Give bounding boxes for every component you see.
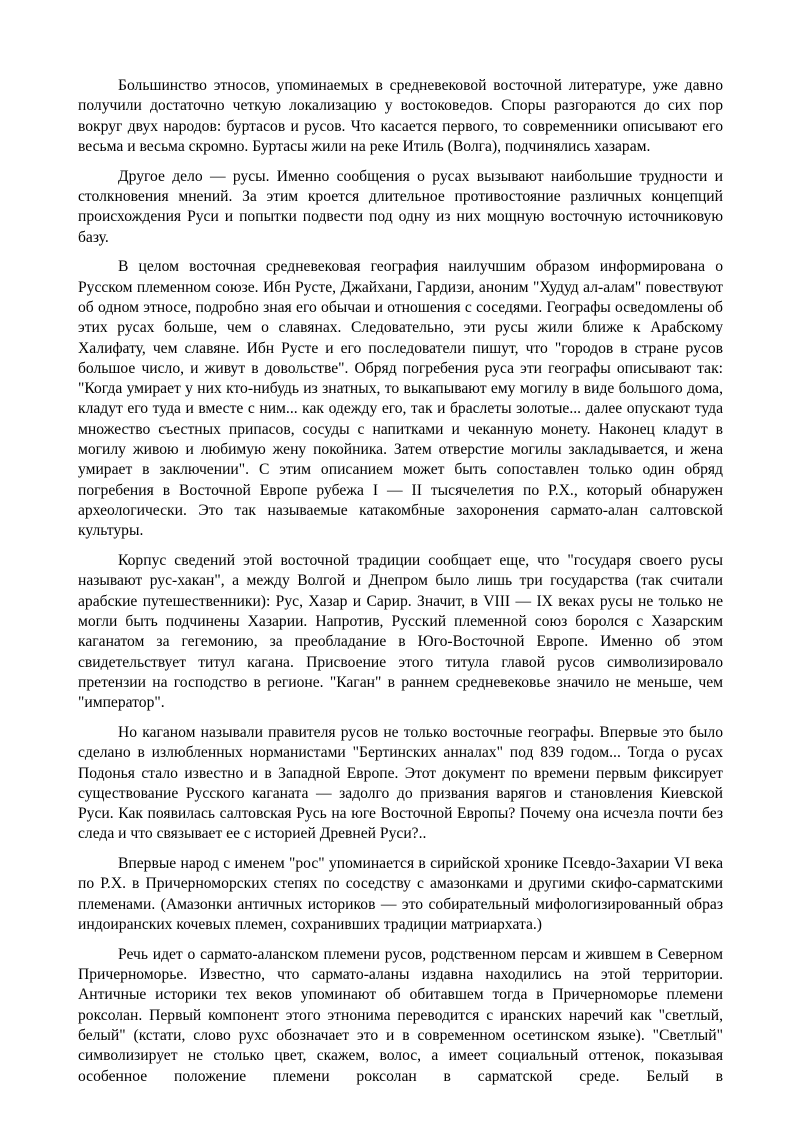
document-page bbox=[78, 76, 723, 1096]
paragraph-6: Впервые народ с именем "рос" упоминается в сирийской хронике Псевдо-Захарии VI века по Р.Х. в Причерноморских степях по соседству с амазонками и другими скифо-сарматскими племенами. (Амазонки античных историков — это собирательный мифологизированный образ индоиранских кочевых племен, сохранивших традиции матриархата.) bbox=[78, 855, 723, 934]
paragraph-7: Речь идет о сармато-аланском племени русов, родственном персам и жившем в Северном Причерноморье. Известно, что сармато-аланы издавна находились на этой территории. Античные историки тех веков упоминают об обитавшем тогда в Причерноморье племени роксолан. Первый компонент этого этнонима переводится с иранских наречий как "светлый, белый" (кстати, слово рухс обозначает это и в современном осетинском языке). "Светлый" символизирует не столько цвет, скажем, волос, а имеет социальный оттенок, показывая особенное положение племени роксолан в сарматской среде. Белый в bbox=[78, 945, 723, 1085]
paragraph-3: В целом восточная средневековая география наилучшим образом информирована о Русском племенном союзе. Ибн Русте, Джайхани, Гардизи, аноним "Худуд ал-алам" повествуют об одном этносе, подробно зная его обычаи и отношения с соседями. Географы осведомлены об этих русах больше, чем о славянах. Следовательно, эти русы жили ближе к Арабскому Халифату, чем славяне. Ибн Русте и его последователи пишут, что "городов в стране русов большое число, и живут в довольстве". Обряд погребения руса эти географы описывают так: "Когда умирает у них кто-нибудь из знатных, то выкапывают ему могилу в виде большого дома, кладут его туда и вместе с ним... как одежду его, так и браслеты золотые... далее опускают туда множество съестных припасов, сосуды с напитками и чеканную монету. Наконец кладут в могилу живою и любимую жену покойника. Затем отверстие могилы закладывается, и жена умирает в заключении". С этим описанием может быть сопоставлен только один обряд погребения в Восточной Европе рубежа I — II тысячелетия по Р.Х., который обнаружен археологически. Это так называемые катакомбные захоронения сармато-алан салтовской культуры. bbox=[78, 258, 723, 540]
paragraph-2: Другое дело — русы. Именно сообщения о русах вызывают наибольшие трудности и столкновения мнений. За этим кроется длительное противостояние различных концепций происхождения Руси и попытки подвести под одну из них мощную восточную источниковую базу. bbox=[78, 167, 723, 246]
paragraph-5: Но каганом называли правителя русов не только восточные географы. Впервые это было сделано в излюбленных норманистами "Бертинских анналах" под 839 годом... Тогда о русах Подонья стало известно и в Западной Европе. Этот документ по времени первым фиксирует существование Русского каганата — задолго до призвания варягов и становления Киевской Руси. Как появилась салтовская Русь на юге Восточной Европы? Почему она исчезла почти без следа и что связывает ее с историей Древней Руси?.. bbox=[78, 723, 723, 843]
paragraph-4: Корпус сведений этой восточной традиции сообщает еще, что "государя своего русы называют рус-хакан", а между Волгой и Днепром было лишь три государства (так считали арабские путешественники): Рус, Хазар и Сарир. Значит, в VIII — IX веках русы не только не могли быть подчинены Хазарии. Напротив, Русский племенной союз боролся с Хазарским каганатом за гегемонию, за преобладание в Юго-Восточной Европе. Именно об этом свидетельствует титул кагана. Присвоение этого титула главой русов символизировало претензии на господство в регионе. "Каган" в раннем средневековье значило не меньше, чем "император". bbox=[78, 552, 723, 712]
paragraph-1: Большинство этносов, упоминаемых в средневековой восточной литературе, уже давно получили достаточно четкую локализацию у востоковедов. Споры разгораются до сих пор вокруг двух народов: буртасов и русов. Что касается первого, то современники описывают его весьма и весьма скромно. Буртасы жили на реке Итиль (Волга), подчинялись хазарам. bbox=[78, 77, 723, 155]
